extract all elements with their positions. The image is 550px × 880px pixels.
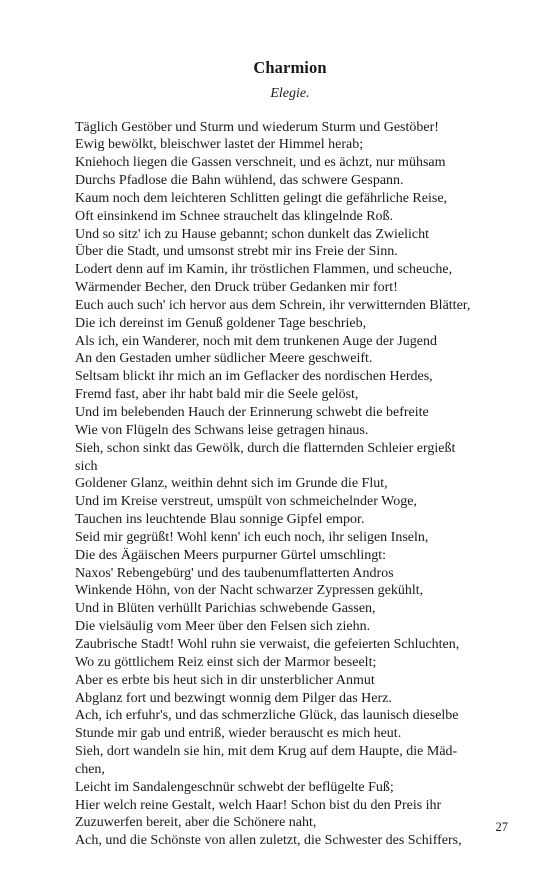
verse-line: Leicht im Sandalengeschnür schwebt der beflügelte Fuß;	[75, 779, 394, 795]
verse-line: An den Gestaden umher südlicher Meere geschweift.	[75, 351, 373, 367]
verse-line: Kniehoch liegen die Gassen verschneit, und es ächzt, nur mühsam	[75, 155, 446, 171]
page-number: 27	[495, 820, 508, 834]
verse-line: Wo zu göttlichem Reiz einst sich der Marmor beseelt;	[75, 654, 377, 670]
verse-line: Und so sitz' ich zu Hause gebannt; schon dunkelt das Zwielicht	[75, 226, 429, 242]
verse-line: Und im belebenden Hauch der Erinnerung schwebt die befreite	[75, 405, 429, 420]
verse-line: Als ich, ein Wanderer, noch mit dem trunkenen Auge der Jugend	[75, 333, 437, 349]
verse-line: Sieh, schon sinkt das Gewölk, durch die flatternden Schleier ergießt	[75, 440, 456, 456]
verse-line: Täglich Gestöber und Sturm und wiederum Sturm und Gestöber!	[75, 119, 439, 135]
verse-line-continuation: sich	[75, 458, 98, 474]
verse-line: Und in Blüten verhüllt Parichias schwebende Gassen,	[75, 601, 376, 617]
verse-line: Ewig bewölkt, bleischwer lastet der Himmel herab;	[75, 137, 364, 153]
verse-line: Durchs Pfadlose die Bahn wühlend, das schwere Gespann.	[75, 173, 404, 189]
verse-line: Ach, und die Schönste von allen zuletzt, die Schwester des Schiffers,	[75, 833, 462, 849]
verse-line: Ach, ich erfuhr's, und das schmerzliche Glück, das launisch dieselbe	[75, 708, 459, 724]
poem-subtitle: Elegie.	[270, 86, 310, 101]
verse-line: Seid mir gegrüßt! Wohl kenn' ich euch noch, ihr seligen Inseln,	[75, 529, 429, 545]
verse-line: Kaum noch dem leichteren Schlitten gelingt die gefährliche Reise,	[75, 190, 448, 206]
verse-line: Und im Kreise verstreut, umspült von schmeichelnder Woge,	[75, 494, 417, 510]
verse-line: Stunde mir gab und entriß, wieder berauscht es mich heut.	[75, 726, 402, 742]
verse-line: Lodert denn auf im Kamin, ihr tröstlichen Flammen, und scheuche,	[75, 262, 453, 278]
verse-line: Zaubrische Stadt! Wohl ruhn sie verwaist, die gefeierten Schluchten,	[75, 636, 460, 652]
poem-title: Charmion	[253, 58, 327, 77]
verse-line-continuation: chen,	[75, 761, 105, 777]
verse-line: Die des Ägäischen Meers purpurner Gürtel umschlingt:	[75, 547, 387, 563]
verse-line: Wie von Flügeln des Schwans leise getragen hinaus.	[75, 422, 369, 438]
verse-line: Fremd fast, aber ihr habt bald mir die Seele gelöst,	[75, 387, 359, 403]
verse-line: Goldener Glanz, weithin dehnt sich im Grunde die Flut,	[75, 476, 388, 492]
verse-line: Winkende Höhn, von der Nacht schwarzer Zypressen gekühlt,	[75, 583, 424, 599]
verse-line: Aber es erbte bis heut sich in dir unsterblicher Anmut	[75, 672, 375, 688]
verse-line: Die ich dereinst im Genuß goldener Tage beschrieb,	[75, 315, 367, 331]
verse-line: Euch auch such' ich hervor aus dem Schrein, ihr verwitternden Blätter,	[75, 297, 471, 313]
verse-line: Oft einsinkend im Schnee strauchelt das klingelnde Roß.	[75, 208, 394, 224]
verse-line: Über die Stadt, und umsonst strebt mir ins Freie der Sinn.	[75, 244, 398, 260]
verse-line: Abglanz fort und bezwingt wonnig dem Pilger das Herz.	[75, 690, 392, 706]
verse-line: Hier welch reine Gestalt, welch Haar! Schon bist du den Preis ihr	[75, 797, 442, 813]
verse-line: Naxos' Rebengebürg' und des taubenumflatterten Andros	[75, 565, 394, 581]
verse-line: Wärmender Becher, den Druck trüber Gedanken mir fort!	[75, 280, 398, 296]
verse-line: Sieh, dort wandeln sie hin, mit dem Krug auf dem Haupte, die Mäd-	[75, 744, 458, 760]
verse-line: Zuzuwerfen bereit, aber die Schönere naht,	[75, 815, 317, 831]
verse-line: Tauchen ins leuchtende Blau sonnige Gipfel empor.	[75, 512, 365, 528]
verse-line: Die vielsäulig vom Meer über den Felsen sich ziehn.	[75, 619, 371, 635]
poem-body	[75, 119, 515, 851]
verse-line: Seltsam blickt ihr mich an im Geflacker des nordischen Herdes,	[75, 369, 433, 385]
